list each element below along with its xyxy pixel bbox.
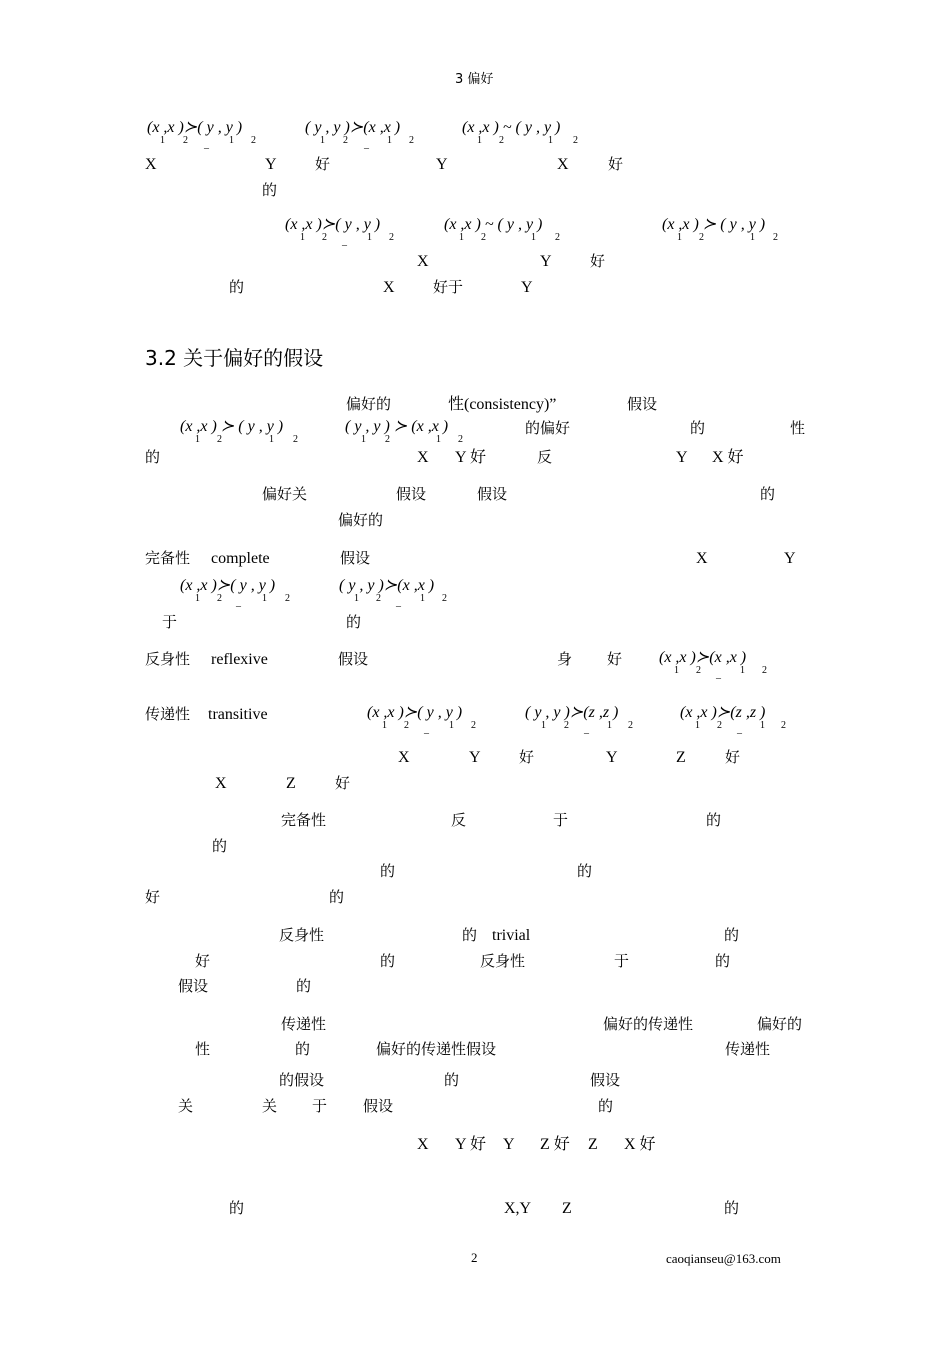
text: 好 [145,888,161,906]
text: trivial [492,927,531,944]
text: 的 [380,862,396,880]
footer-email: caoqianseu@163.com [666,1251,781,1266]
text: Z [676,749,686,766]
text: 于 [614,952,630,970]
text: Z 好 [540,1136,570,1153]
text: X 好 [624,1136,656,1153]
text: X [215,775,227,792]
text: 假设 [590,1071,621,1089]
text: 的 [229,1199,245,1217]
text: X [696,550,708,567]
term-completeness: 完备性 [145,549,191,567]
text: 的 [598,1097,614,1115]
text: 的 [346,613,362,631]
text: 假设 [340,549,371,567]
text: 好于 [433,278,464,296]
text: 偏好的 [757,1015,803,1033]
text: 的 [690,419,706,437]
text: 的 [212,837,228,855]
text: X [557,156,569,173]
text: Z [286,775,296,792]
text: 假设 [396,485,427,503]
text: 于 [312,1097,328,1115]
text: transitive [208,706,268,723]
text: Y 好 [455,1136,486,1153]
text: X,Y [504,1200,532,1217]
text: 好 [195,952,211,970]
text: Y [503,1136,515,1153]
text: Y [469,749,481,766]
text: 的 [145,448,161,466]
text: 偏好的 [346,395,392,413]
text: X 好 [712,449,744,466]
text: 反 [451,811,467,829]
text: 反 [537,448,553,466]
text: 性(consistency)” [448,396,557,413]
text: 的 [577,862,593,880]
text: X [383,279,395,296]
text: Y 好 [455,449,486,466]
text: 偏好的传递性 [603,1015,694,1033]
text: 于 [553,811,569,829]
text: 传递性 [281,1015,327,1033]
text: 的 [296,977,312,995]
text: 假设 [477,485,508,503]
text: Z [588,1136,598,1153]
text: 偏好的传递性假设 [376,1040,497,1058]
text: X [417,1136,429,1153]
text: 性 [790,419,806,437]
text: Y [265,156,277,173]
text: Y [784,550,796,567]
section-heading: 3.2 关于偏好的假设 [145,346,324,370]
text: 的 [295,1040,311,1058]
text: 性 [195,1040,211,1058]
text: 假设 [363,1097,394,1115]
text: 好 [519,748,535,766]
text: 假设 [627,395,658,413]
text: 于 [162,613,178,631]
text: 反身性 [279,926,325,944]
text: 的假设 [279,1071,325,1089]
text: 好 [335,774,351,792]
text: 的 [724,1199,740,1217]
text: X [145,156,157,173]
text: 好 [590,252,606,270]
text: X [417,449,429,466]
text: complete [211,550,270,567]
text: X [417,253,429,270]
text: 的 [262,181,278,199]
text: Y [436,156,448,173]
text: 假设 [338,650,369,668]
page-number: 2 [471,1250,478,1265]
text: Y [540,253,552,270]
text: 的 [706,811,722,829]
text: X [398,749,410,766]
text: 好 [725,748,741,766]
text: Z [562,1200,572,1217]
text: 关 [262,1097,278,1115]
text: 好 [608,155,624,173]
text: 的 [229,278,245,296]
text: 传递性 [725,1040,771,1058]
text: 好 [607,650,623,668]
text: 偏好的 [338,511,384,529]
text: 关 [178,1097,194,1115]
text: 反身性 [480,952,526,970]
text: 身 [557,650,573,668]
text: 的 [329,888,345,906]
text: 的 [715,952,731,970]
text: 的 [760,485,776,503]
text: Y [521,279,533,296]
text: 的 [462,926,478,944]
text: 好 [315,155,331,173]
text: 的 [444,1071,460,1089]
text: 完备性 [281,811,327,829]
term-transitivity: 传递性 [145,705,191,723]
text: 的 [380,952,396,970]
text: Y [676,449,688,466]
page-header: 3 偏好 [455,72,494,87]
text: 假设 [178,977,209,995]
term-reflexivity: 反身性 [145,650,191,668]
text: reflexive [211,651,268,668]
text: 偏好关 [262,485,308,503]
text: Y [606,749,618,766]
text: 的偏好 [525,419,571,437]
text: 的 [724,926,740,944]
